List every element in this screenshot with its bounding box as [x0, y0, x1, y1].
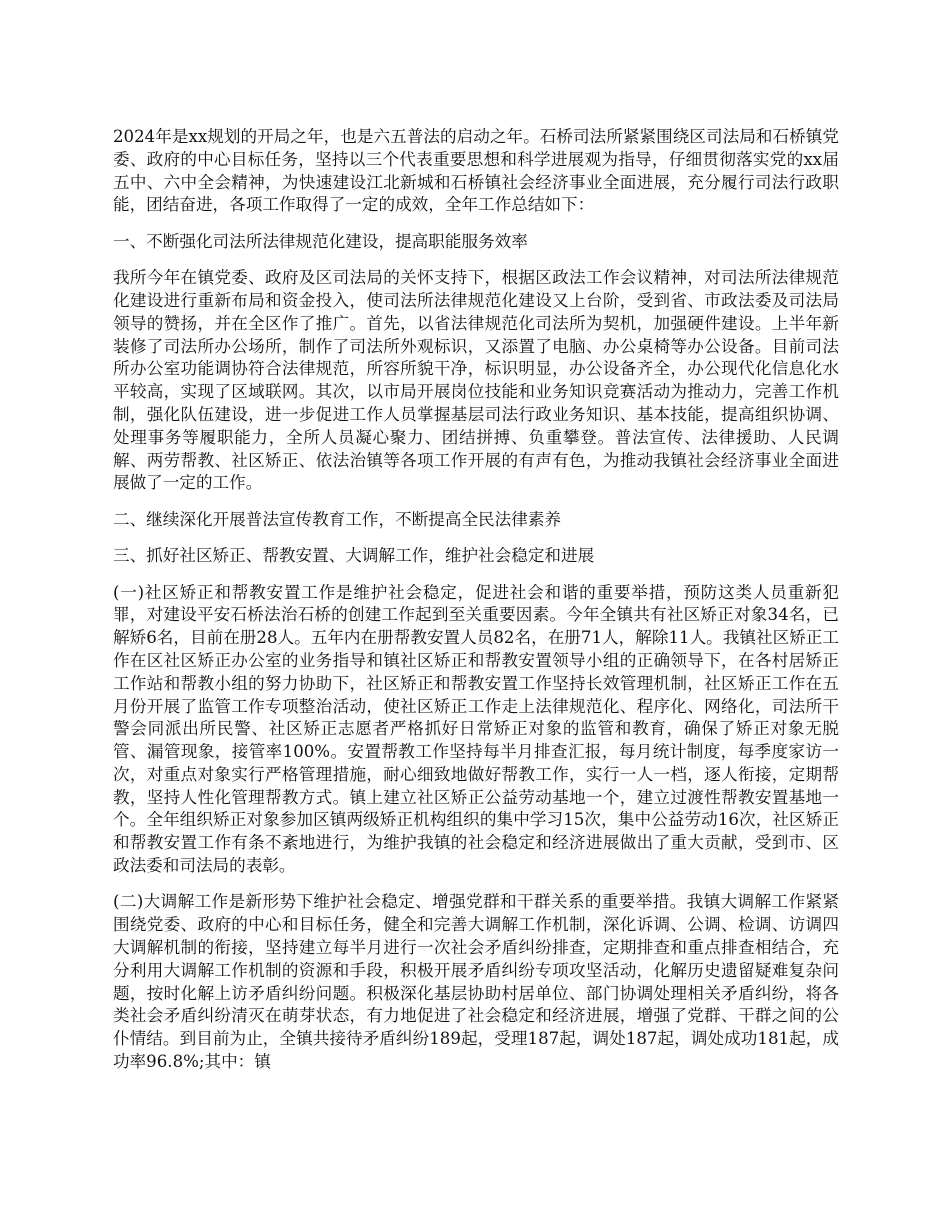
section1-paragraph: 我所今年在镇党委、政府及区司法局的关怀支持下，根据区政法工作会议精神，对司法所法律规范化建设进行重新布局和资金投入，使司法所法律规范化建设又上台阶，受到省、市政法委及司法局领导的赞扬，并在全区作了推广。首先，以省法律规范化司法所为契机，加强硬件建设。上半年新装修了司法所办公场所，制作了司法所外观标识，又添置了电脑、办公桌椅等办公设备。目前司法所办公室功能调协符合法律规范，所容所貌干净，标识明显，办公设备齐全，办公现代化信息化水平较高，实现了区域联网。其次，以市局开展岗位技能和业务知识竞赛活动为推动力，完善工作机制，强化队伍建设，进一步促进工作人员掌握基层司法行政业务知识、基本技能，提高组织协调、处理事务等履职能力，全所人员凝心聚力、团结拼搏、负重攀登。普法宣传、法律援助、人民调解、两劳帮教、社区矫正、依法治镇等各项工作开展的有声有色，为推动我镇社会经济事业全面进展做了一定的工作。 — [113, 268, 839, 493]
document-page — [113, 126, 839, 1087]
intro-paragraph: 2024年是xx规划的开局之年，也是六五普法的启动之年。石桥司法所紧紧围绕区司法局和石桥镇党委、政府的中心目标任务，坚持以三个代表重要思想和科学进展观为指导，仔细贯彻落实党的xx届五中、六中全会精神，为快速建设江北新城和石桥镇社会经济事业全面进展，充分履行司法行政职能，团结奋进，各项工作取得了一定的成效，全年工作总结如下： — [113, 127, 839, 215]
section1-heading: 一、不断强化司法所法律规范化建设，提高职能服务效率 — [113, 231, 528, 251]
section3-part2-paragraph: (二)大调解工作是新形势下维护社会稳定、增强党群和干群关系的重要举措。我镇大调解工作紧紧围绕党委、政府的中心和目标任务，健全和完善大调解工作机制，深化诉调、公调、检调、访调四大调解机制的衔接，坚持建立每半月进行一次社会矛盾纠纷排查，定期排查和重点排查相结合，充分利用大调解工作机制的资源和手段，积极开展矛盾纠纷专项攻坚活动，化解历史遗留疑难复杂问题，按时化解上访矛盾纠纷问题。积极深化基层协助村居单位、部门协调处理相关矛盾纠纷，将各类社会矛盾纠纷清灭在萌芽状态，有力地促进了社会稳定和经济进展，增强了党群、干群之间的公仆情结。到目前为止，全镇共接待矛盾纠纷189起，受理187起，调处187起，调处成功181起，成功率96.8%;其中：镇 — [113, 892, 839, 1072]
section3-heading: 三、抓好社区矫正、帮教安置、大调解工作，维护社会稳定和进展 — [113, 546, 595, 566]
section3-part1-paragraph: (一)社区矫正和帮教安置工作是维护社会稳定，促进社会和谐的重要举措，预防这类人员重新犯罪，对建设平安石桥法治石桥的创建工作起到至关重要因素。今年全镇共有社区矫正对象34名，已解矫6名，目前在册28人。五年内在册帮教安置人员82名，在册71人，解除11人。我镇社区矫正工作在区社区矫正办公室的业务指导和镇社区矫正和帮教安置领导小组的正确领导下，在各村居矫正工作站和帮教小组的努力协助下，社区矫正和帮教安置工作坚持长效管理机制，社区矫正工作在五月份开展了监管工作专项整治活动，使社区矫正工作走上法律规范化、程序化、网络化，司法所干警会同派出所民警、社区矫正志愿者严格抓好日常矫正对象的监管和教育，确保了矫正对象无脱管、漏管现象，接管率100%。安置帮教工作坚持每半月排查汇报，每月统计制度，每季度家访一次，对重点对象实行严格管理措施，耐心细致地做好帮教工作，实行一人一档，逐人衔接，定期帮教，坚持人性化管理帮教方式。镇上建立社区矫正公益劳动基地一个，建立过渡性帮教安置基地一个。全年组织矫正对象参加区镇两级矫正机构组织的集中学习15次，集中公益劳动16次，社区矫正和帮教安置工作有条不紊地进行，为维护我镇的社会稳定和经济进展做出了重大贡献，受到市、区政法委和司法局的表彰。 — [113, 582, 839, 876]
section2-heading: 二、继续深化开展普法宣传教育工作，不断提高全民法律素养 — [113, 509, 562, 529]
